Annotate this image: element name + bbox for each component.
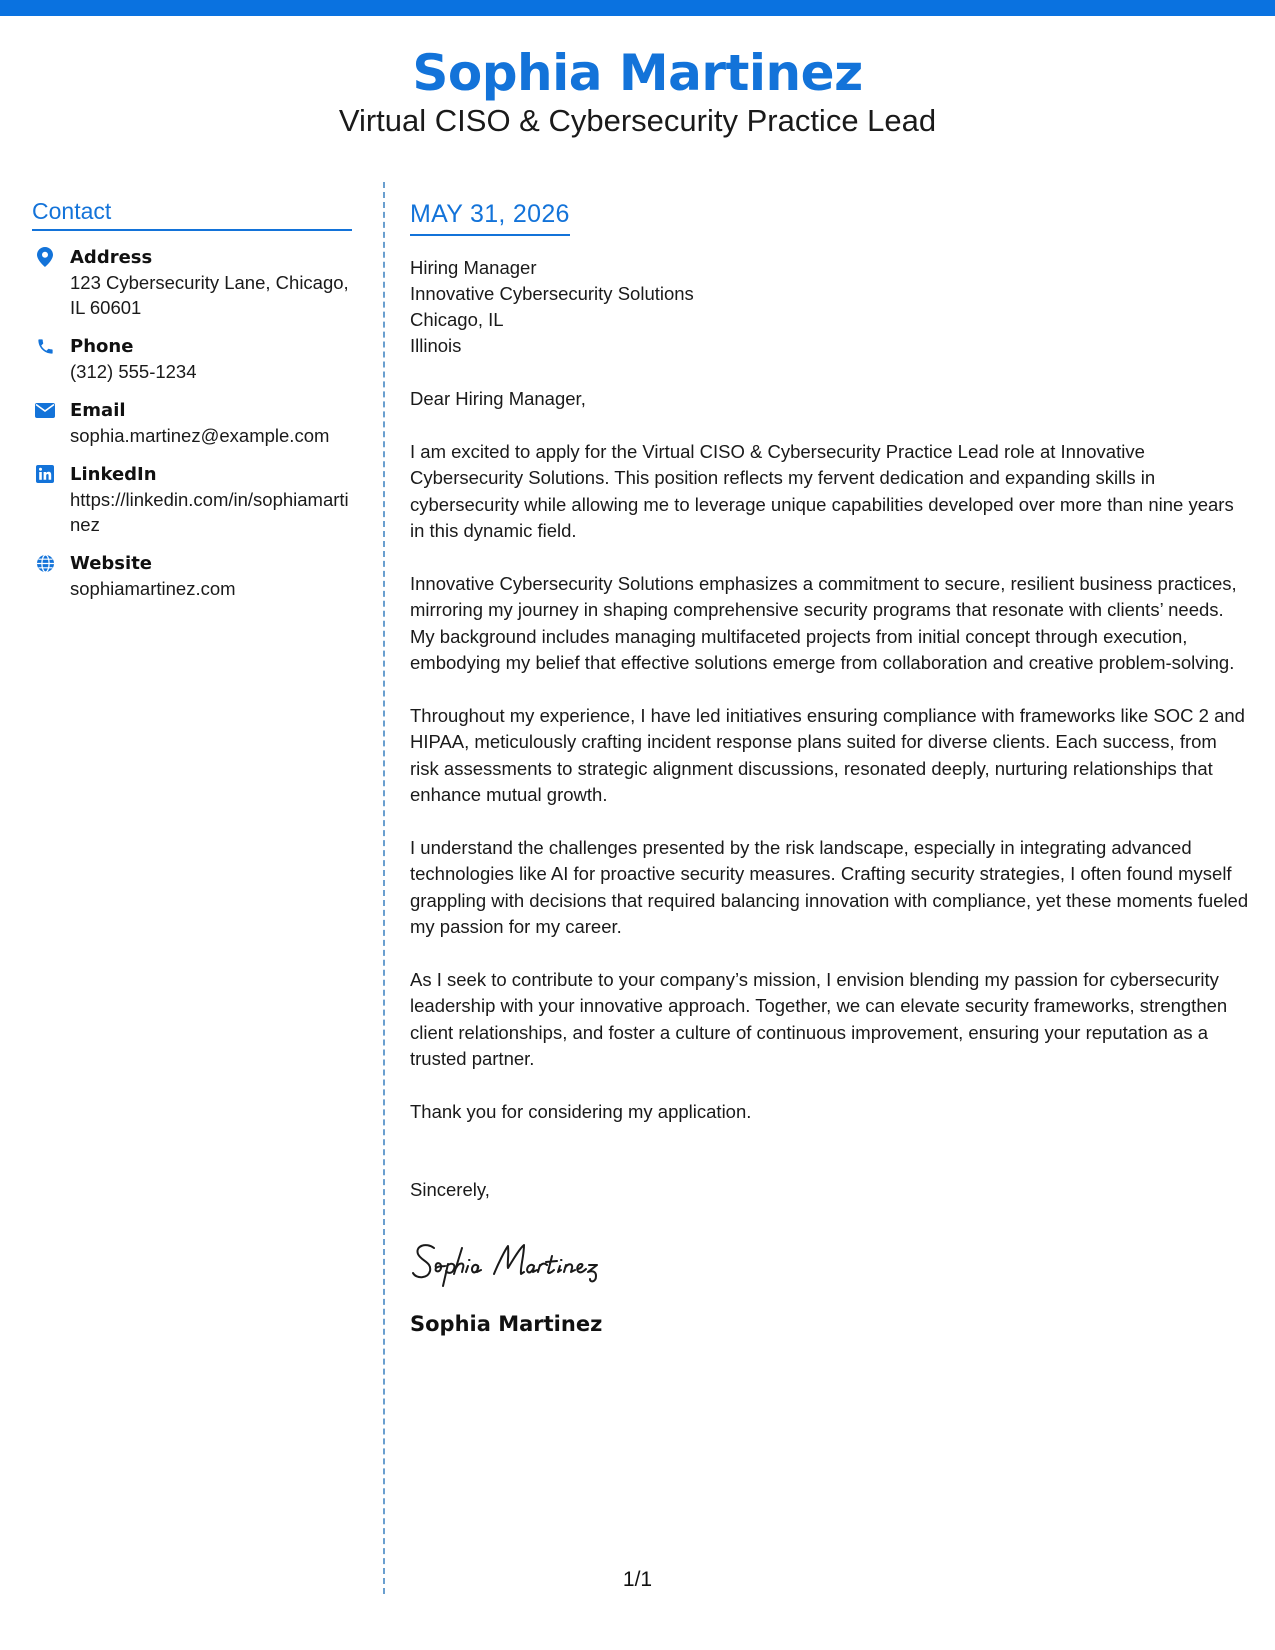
greeting: Dear Hiring Manager,	[410, 388, 586, 409]
handwritten-signature	[410, 1234, 670, 1292]
recipient-line: Chicago, IL	[410, 309, 504, 330]
top-accent-bar	[0, 0, 1275, 16]
applicant-title: Virtual CISO & Cybersecurity Practice Lead	[338, 103, 937, 138]
contact-list	[32, 245, 352, 601]
letter-header	[0, 40, 1275, 139]
contact-heading: Contact	[32, 196, 352, 231]
contact-value[interactable]: https://linkedin.com/in/sophiamartinez	[70, 489, 349, 535]
contact-value: (312) 555-1234	[70, 361, 197, 382]
location-pin-icon	[34, 246, 56, 268]
globe-icon	[34, 552, 56, 574]
contact-label: Email	[70, 400, 126, 421]
column-divider	[383, 182, 385, 1594]
body-paragraph: Thank you for considering my application.	[410, 1100, 752, 1122]
letter-date: MAY 31, 2026	[410, 197, 570, 236]
contact-label: LinkedIn	[70, 464, 157, 485]
contact-sidebar	[32, 196, 352, 615]
contact-item-linkedin	[32, 462, 352, 537]
letter-body	[410, 197, 1250, 1338]
body-paragraph: Throughout my experience, I have led initiatives ensuring compliance with frameworks like SOC 2 and HIPAA, meticulously crafting incident response plans suited for diverse clients. Each success, from risk assessments to strategic alignment discussions, resonated deeply, nurturing relationships that enhance mutual growth.	[410, 704, 1245, 805]
body-paragraph: As I seek to contribute to your company’s mission, I envision blending my passion for cybersecurity leadership with your innovative approach. Together, we can elevate security frameworks, strengthen client relationships, and foster a culture of continuous improvement, ensuring your reputation as a trusted partner.	[410, 968, 1228, 1069]
contact-value: 123 Cybersecurity Lane, Chicago, IL 60601	[70, 272, 349, 318]
recipient-line: Hiring Manager	[410, 257, 537, 278]
body-paragraph: Innovative Cybersecurity Solutions emphasizes a commitment to secure, resilient business practices, mirroring my journey in shaping comprehensive security programs that resonate with clients’ needs. My background includes managing multifaceted projects from initial concept through execution, embodying my belief that effective solutions emerge from collaboration and creative problem-solving.	[410, 572, 1237, 673]
applicant-name: Sophia Martinez	[412, 44, 863, 102]
recipient-line: Illinois	[410, 335, 462, 356]
contact-value[interactable]: sophia.martinez@example.com	[70, 425, 330, 446]
body-paragraph: I understand the challenges presented by the risk landscape, especially in integrating advanced technologies like AI for proactive security measures. Crafting security strategies, I often found myself grappling with decisions that required balancing innovation with compliance, yet these moments fueled my passion for my career.	[410, 836, 1249, 937]
contact-item-email	[32, 398, 352, 448]
contact-label: Address	[70, 247, 153, 268]
contact-label: Website	[70, 553, 153, 574]
linkedin-icon	[34, 463, 56, 485]
phone-icon	[34, 335, 56, 357]
contact-item-website	[32, 551, 352, 601]
contact-value[interactable]: sophiamartinez.com	[70, 578, 236, 599]
signer-name: Sophia Martinez	[410, 1311, 603, 1336]
contact-item-phone	[32, 334, 352, 384]
recipient-line: Innovative Cybersecurity Solutions	[410, 283, 694, 304]
page-number: 1/1	[622, 1568, 653, 1591]
body-paragraph: I am excited to apply for the Virtual CISO & Cybersecurity Practice Lead role at Innovative Cybersecurity Solutions. This position reflects my fervent dedication and expanding skills in cybersecurity while allowing me to leverage unique capabilities developed over more than nine years in this dynamic field.	[410, 440, 1234, 541]
contact-item-address	[32, 245, 352, 320]
closing: Sincerely,	[410, 1179, 490, 1200]
recipient-block	[410, 255, 1250, 359]
contact-label: Phone	[70, 336, 134, 357]
envelope-icon	[34, 399, 56, 421]
